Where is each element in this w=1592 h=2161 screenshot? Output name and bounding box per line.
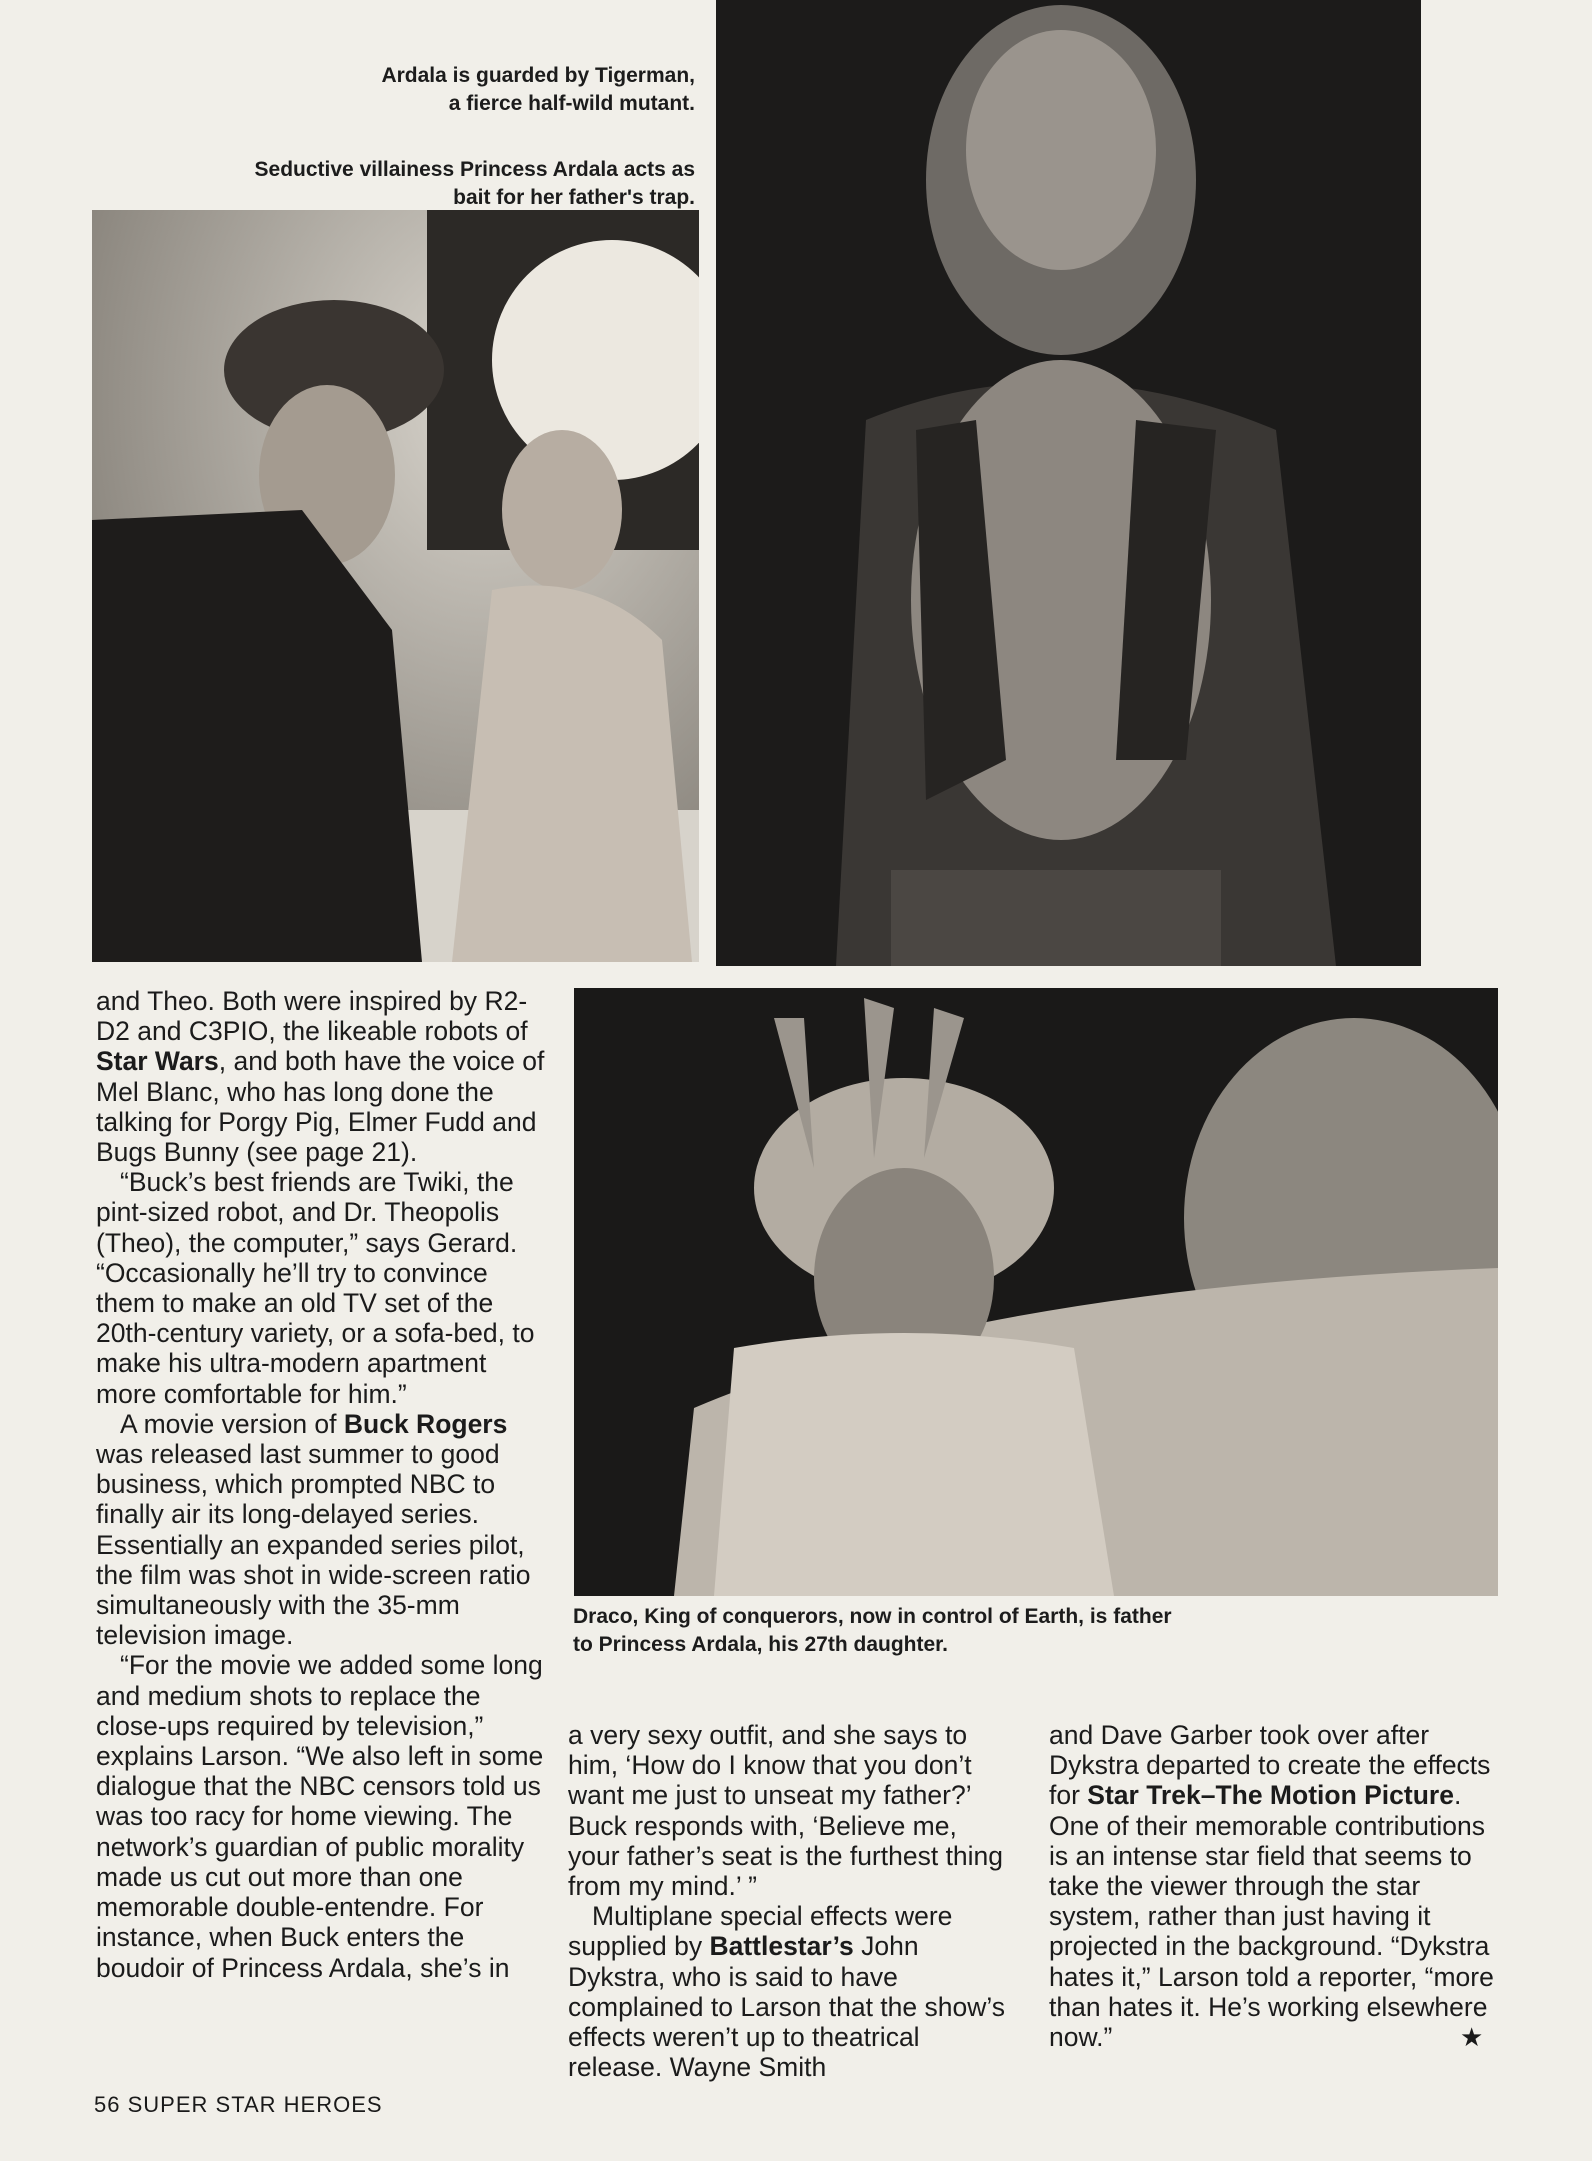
col3-paragraph-1: and Dave Garber took over after Dykstra departed to create the effects for Star Trek–The Motion Picture. One of their memorable contributions is an intense star field that seems to take the viewer through the star system, rather than just having it projected in the background. “Dykstra hates it,” Larson told a reporter, “more than hates it. He’s working elsewhere now.”	[1049, 1720, 1494, 2053]
col2-paragraph-2: Multiplane special effects were supplied by Battlestar’s John Dykstra, who is said to have complained to Larson that the show’s effects weren’t up to theatrical release. Wayne Smith	[568, 1901, 1006, 2083]
title-star-wars: Star Wars	[96, 1046, 219, 1077]
title-star-trek: Star Trek–The Motion Picture	[1087, 1780, 1454, 1811]
photo-draco-image	[574, 988, 1498, 1596]
col1-paragraph-2: “Buck’s best friends are Twiki, the pint-sized robot, and Dr. Theopolis (Theo), the computer,” says Gerard. “Occasionally he’ll try to convince them to make an old TV set of the 20th-century variety, or a sofa-bed, to make his ultra-modern apartment more comfortable for him.”	[96, 1167, 535, 1409]
article-column-2	[568, 1720, 1014, 2082]
col2-paragraph-1: a very sexy outfit, and she says to him, ‘How do I know that you don’t want me just to unseat my father?’ Buck responds with, ‘Believe me, your father’s seat is the furthest thing from my mind.’ ”	[568, 1720, 1004, 1902]
photo-tigerman-image	[716, 0, 1421, 966]
article-column-3	[1049, 1720, 1495, 2052]
col1-paragraph-3: A movie version of Buck Rogers was released last summer to good business, which prompted NBC to finally air its long-delayed series. Essentially an expanded series pilot, the film was shot in wide-screen ratio simultaneously with the 35-mm television image.	[96, 1408, 531, 1651]
col1-paragraph-4: “For the movie we added some long and medium shots to replace the close-ups required by television,” explains Larson. “We also left in some dialogue that the NBC censors told us was too racy for home viewing. The network’s guardian of public morality made us cut out more than one memorable double-entendre. For instance, when Buck enters the boudoir of Princess Ardala, she’s in	[96, 1650, 544, 1983]
title-buck-rogers: Buck Rogers	[343, 1408, 508, 1439]
publication-name: SUPER STAR HEROES	[127, 2092, 383, 2117]
photo-buck-and-ardala-image	[92, 210, 699, 962]
photo-buck-and-ardala	[92, 210, 699, 962]
article-column-1	[96, 986, 546, 1983]
caption-ardala: Seductive villainess Princess Ardala acts as bait for her father's trap.	[254, 158, 695, 209]
page-folio	[94, 2092, 383, 2118]
caption-draco: Draco, King of conquerors, now in control of Earth, is father to Princess Ardala, his 27th daughter.	[573, 1605, 1172, 1656]
photo-tigerman	[716, 0, 1421, 966]
col1-paragraph-1: and Theo. Both were inspired by R2-D2 and C3PIO, the likeable robots of Star Wars, and both have the voice of Mel Blanc, who has long done the talking for Porgy Pig, Elmer Fudd and Bugs Bunny (see page 21).	[96, 986, 545, 1168]
end-of-article-star: ★	[1460, 2022, 1484, 2052]
photo-draco	[574, 988, 1498, 1596]
page-number: 56	[94, 2092, 121, 2117]
title-battlestar: Battlestar’s	[709, 1931, 854, 1962]
caption-tigerman: Ardala is guarded by Tigerman, a fierce half-wild mutant.	[381, 64, 695, 115]
